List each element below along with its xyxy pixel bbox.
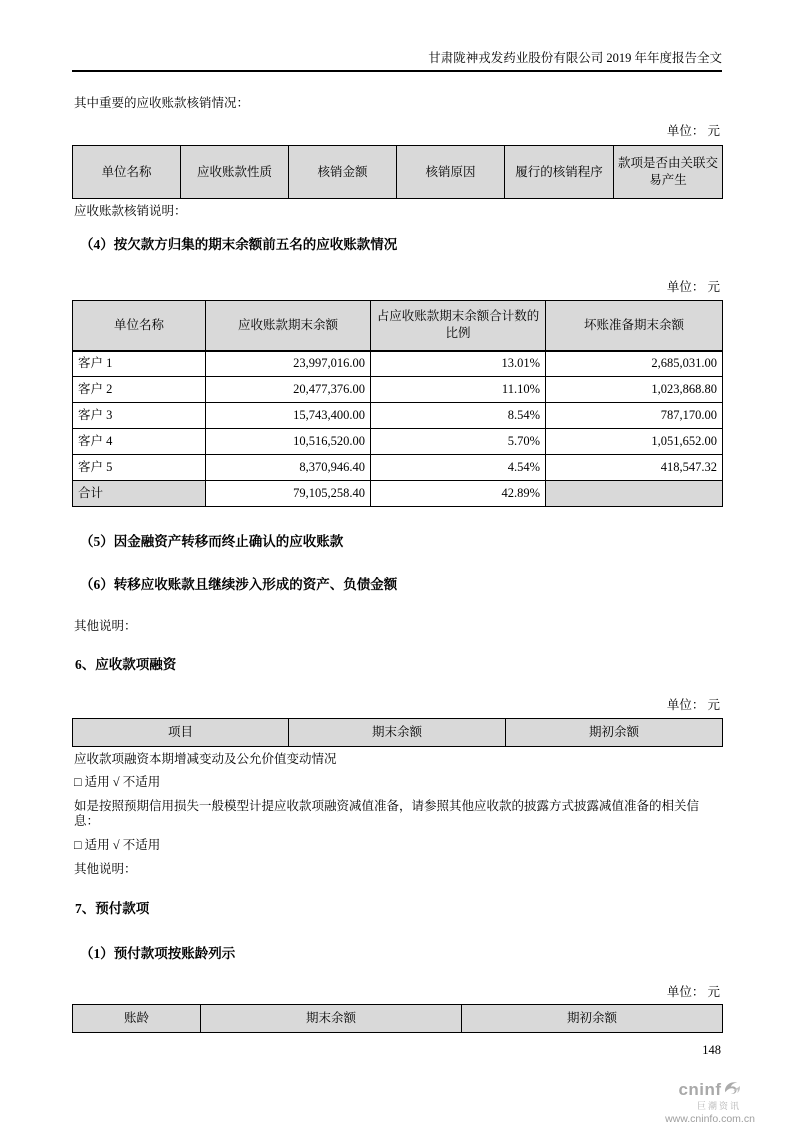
cninfo-brand-text: cninf	[678, 1080, 722, 1099]
customer-name: 客户 2	[73, 377, 206, 403]
col-header: 账龄	[73, 1005, 201, 1033]
cninfo-swirl-icon	[723, 1078, 742, 1102]
col-header: 单位名称	[73, 146, 181, 199]
writeoff-note: 应收账款核销说明：	[74, 204, 187, 218]
total-bad-debt-provision	[546, 481, 723, 507]
col-header: 履行的核销程序	[505, 146, 614, 199]
applicable-line-2: □ 适用 √ 不适用	[74, 838, 161, 852]
total-label: 合计	[73, 481, 206, 507]
section-heading-prepayment-aging: （1）预付款项按账龄列示	[80, 946, 236, 961]
customer-name: 客户 3	[73, 403, 206, 429]
table-header-row	[73, 1005, 723, 1033]
table-header-row	[73, 719, 723, 747]
ending-balance: 15,743,400.00	[206, 403, 371, 429]
col-header: 款项是否由关联交易产生	[614, 146, 723, 199]
prepayment-aging-table	[72, 1004, 723, 1033]
report-title: 甘肃陇神戎发药业股份有限公司 2019 年年度报告全文	[428, 51, 722, 65]
total-ratio: 42.89%	[371, 481, 546, 507]
table-total-row	[73, 481, 723, 507]
col-header: 占应收账款期末余额合计数的比例	[371, 301, 546, 351]
section-heading-financing: 6、应收款项融资	[75, 657, 177, 672]
bad-debt-provision: 787,170.00	[546, 403, 723, 429]
col-header: 应收账款期末余额	[206, 301, 371, 351]
ratio: 4.54%	[371, 455, 546, 481]
other-note-1: 其他说明：	[74, 619, 137, 633]
customer-name: 客户 1	[73, 351, 206, 377]
unit-label-1: 单位： 元	[666, 124, 720, 138]
table-row	[73, 403, 723, 429]
col-header: 核销原因	[397, 146, 505, 199]
ending-balance: 10,516,520.00	[206, 429, 371, 455]
col-header: 期初余额	[506, 719, 723, 747]
section-heading-4: （4）按欠款方归集的期末余额前五名的应收账款情况	[80, 237, 398, 252]
page-number: 148	[702, 1043, 721, 1057]
top5-receivables-table	[72, 300, 723, 507]
table-row	[73, 351, 723, 377]
col-header: 单位名称	[73, 301, 206, 351]
ratio: 13.01%	[371, 351, 546, 377]
table-header-row	[73, 301, 723, 351]
impairment-note: 如是按照预期信用损失一般模型计提应收款项融资减值准备，请参照其他应收款的披露方式披露减值准备的相关信息：	[74, 799, 700, 828]
table-row	[73, 377, 723, 403]
cninfo-chinese-name: 巨潮资讯	[696, 1101, 741, 1111]
customer-name: 客户 4	[73, 429, 206, 455]
ending-balance: 23,997,016.00	[206, 351, 371, 377]
unit-label-4: 单位： 元	[666, 985, 720, 999]
total-ending-balance: 79,105,258.40	[206, 481, 371, 507]
unit-label-3: 单位： 元	[666, 698, 720, 712]
bad-debt-provision: 1,051,652.00	[546, 429, 723, 455]
table-row	[73, 455, 723, 481]
ending-balance: 20,477,376.00	[206, 377, 371, 403]
col-header: 坏账准备期末余额	[546, 301, 723, 351]
bad-debt-provision: 1,023,868.80	[546, 377, 723, 403]
table-row	[73, 429, 723, 455]
cninfo-url: www.cninfo.com.cn	[665, 1113, 755, 1125]
financing-table	[72, 718, 723, 747]
page-header	[72, 0, 722, 72]
applicable-line-1: □ 适用 √ 不适用	[74, 775, 161, 789]
table-header-row	[73, 146, 723, 199]
customer-name: 客户 5	[73, 455, 206, 481]
col-header: 核销金额	[289, 146, 397, 199]
ratio: 8.54%	[371, 403, 546, 429]
section-heading-prepayment: 7、预付款项	[75, 901, 150, 916]
other-note-2: 其他说明：	[74, 862, 137, 876]
cninfo-logo	[645, 1078, 775, 1126]
writeoff-intro: 其中重要的应收账款核销情况：	[74, 96, 250, 110]
col-header: 应收账款性质	[181, 146, 289, 199]
ratio: 5.70%	[371, 429, 546, 455]
section-heading-6: （6）转移应收账款且继续涉入形成的资产、负债金额	[80, 577, 398, 592]
section-heading-5: （5）因金融资产转移而终止确认的应收账款	[80, 534, 344, 549]
col-header: 项目	[73, 719, 289, 747]
financing-change-note: 应收款项融资本期增减变动及公允价值变动情况	[74, 752, 337, 766]
col-header: 期末余额	[201, 1005, 462, 1033]
ratio: 11.10%	[371, 377, 546, 403]
col-header: 期末余额	[289, 719, 506, 747]
bad-debt-provision: 2,685,031.00	[546, 351, 723, 377]
ending-balance: 8,370,946.40	[206, 455, 371, 481]
writeoff-table	[72, 145, 723, 199]
bad-debt-provision: 418,547.32	[546, 455, 723, 481]
unit-label-2: 单位： 元	[666, 280, 720, 294]
col-header: 期初余额	[462, 1005, 723, 1033]
